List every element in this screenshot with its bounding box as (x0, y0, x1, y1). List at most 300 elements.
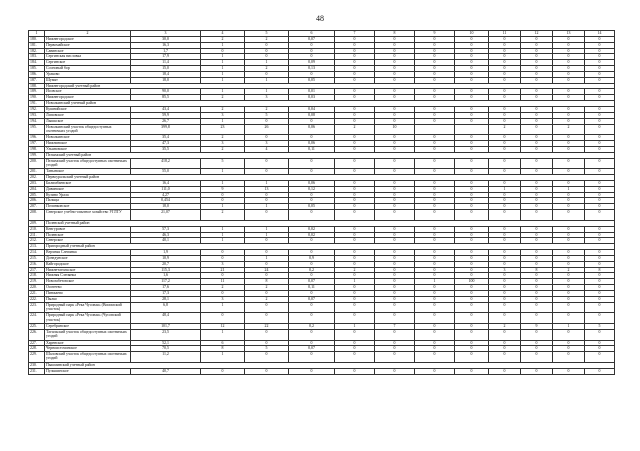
table-cell: 0 (489, 210, 521, 221)
table-cell: 0,04 (289, 106, 335, 112)
table-cell: 0 (553, 118, 585, 124)
table-cell: 0 (335, 60, 375, 66)
row-number: 192. (29, 106, 45, 112)
table-cell: 0 (415, 204, 455, 210)
table-cell: 0 (375, 54, 415, 60)
table-cell: 0 (415, 77, 455, 83)
table-cell: 0 (585, 346, 615, 352)
table-cell: 1 (245, 60, 289, 66)
table-cell: 0 (455, 250, 489, 256)
table-cell: 0 (553, 77, 585, 83)
row-number: 198. (29, 146, 45, 152)
table-cell: 0 (553, 226, 585, 232)
table-cell: 0 (521, 48, 553, 54)
table-row (29, 352, 615, 363)
table-cell: 111,0 (131, 186, 201, 192)
table-cell: 0 (489, 180, 521, 186)
table-cell: 0 (335, 71, 375, 77)
column-header: 10 (455, 31, 489, 37)
table-cell: 0 (455, 340, 489, 346)
table-cell: 1 (335, 279, 375, 285)
district-name: Нижнегородский учетный район (45, 83, 615, 89)
table-cell: 0 (335, 48, 375, 54)
table-cell: 0 (489, 329, 521, 340)
table-cell: 0 (553, 95, 585, 101)
table-cell: 0,03 (289, 95, 335, 101)
table-cell: 0 (455, 352, 489, 363)
table-cell: 1 (245, 180, 289, 186)
table-cell: 0 (455, 66, 489, 72)
row-number: 217. (29, 267, 45, 273)
table-cell: 1 (201, 60, 245, 66)
table-cell: 0 (521, 340, 553, 346)
table-cell: 0,454 (131, 198, 201, 204)
table-cell: 0 (335, 204, 375, 210)
table-row (29, 302, 615, 313)
table-cell: 17,3 (131, 290, 201, 296)
table-cell: 0 (455, 329, 489, 340)
table-cell: 0 (455, 198, 489, 204)
table-cell: 0 (455, 112, 489, 118)
table-cell: 0 (553, 238, 585, 244)
table-cell: 0 (521, 186, 553, 192)
area-name: Липовское (45, 112, 131, 118)
table-cell: 100 (455, 279, 489, 285)
row-number: 184. (29, 60, 45, 66)
area-name: Исовское (45, 89, 131, 95)
table-cell: 1 (201, 71, 245, 77)
table-cell: 11,2 (131, 352, 201, 363)
table-cell: 0 (553, 198, 585, 204)
table-cell: 0 (455, 36, 489, 42)
table-cell: 0 (455, 118, 489, 124)
table-cell: 30,0 (131, 36, 201, 42)
table-cell: 0 (289, 192, 335, 198)
table-cell: 0 (335, 261, 375, 267)
table-cell: 0 (585, 329, 615, 340)
table-cell: 0 (585, 141, 615, 147)
table-cell: 115,3 (131, 267, 201, 273)
table-cell: 0 (585, 368, 615, 374)
table-cell: 2 (335, 267, 375, 273)
area-name: Кайгородское (45, 261, 131, 267)
table-cell: 8 (201, 346, 245, 352)
table-cell: 0 (289, 302, 335, 313)
area-name: Тагильский участок общедоступных охотничьих угодий (45, 329, 131, 340)
table-cell: 21 (201, 267, 245, 273)
table-cell: 399,8 (131, 124, 201, 135)
table-cell: 4 (245, 146, 289, 152)
table-cell: 0 (521, 124, 553, 135)
table-cell: 0,07 (289, 346, 335, 352)
table-cell: 0 (585, 77, 615, 83)
table-cell: 0 (415, 192, 455, 198)
column-header: 12 (521, 31, 553, 37)
row-number: 212. (29, 238, 45, 244)
table-cell: 0 (415, 238, 455, 244)
table-cell: 0 (415, 324, 455, 330)
row-number: 222. (29, 296, 45, 302)
table-cell: 0 (585, 352, 615, 363)
data-table (28, 30, 615, 375)
table-row (29, 368, 615, 374)
row-number: 193. (29, 112, 45, 118)
table-cell: 0 (553, 71, 585, 77)
table-cell: 0 (553, 250, 585, 256)
table-cell: 0 (375, 198, 415, 204)
table-cell: 0 (521, 313, 553, 324)
table-cell: 0 (335, 340, 375, 346)
table-cell: 0 (521, 273, 553, 279)
table-cell: 0 (335, 255, 375, 261)
table-cell: 0 (455, 238, 489, 244)
table-cell: 0 (245, 368, 289, 374)
table-cell: 2 (201, 106, 245, 112)
table-cell: 0 (521, 106, 553, 112)
table-cell: 0 (489, 261, 521, 267)
column-header: 1 (29, 31, 45, 37)
table-cell: 0 (415, 346, 455, 352)
area-name: Новольинский участок общедоступных охотничьих угодий (45, 124, 131, 135)
table-cell: 1 (201, 329, 245, 340)
row-number: 189. (29, 89, 45, 95)
table-cell: 0 (335, 158, 375, 169)
table-cell: 0 (489, 368, 521, 374)
table-cell: 1 (201, 302, 245, 313)
table-cell: 0 (415, 54, 455, 60)
table-cell: 22 (245, 324, 289, 330)
table-cell: 0 (415, 255, 455, 261)
area-name: Кузино Урала (45, 192, 131, 198)
table-cell: 0 (415, 250, 455, 256)
table-cell: 0 (415, 89, 455, 95)
table-cell: 0 (489, 48, 521, 54)
table-cell: 0 (245, 42, 289, 48)
table-cell: 0 (585, 118, 615, 124)
table-cell: 0 (553, 255, 585, 261)
area-name: Лышкское (45, 118, 131, 124)
area-name: Первомайское (45, 42, 131, 48)
table-cell: 0 (375, 112, 415, 118)
area-name: Пальцы (45, 198, 131, 204)
table-cell: 0 (455, 368, 489, 374)
table-cell: 0 (375, 296, 415, 302)
table-cell: 10,9 (131, 255, 201, 261)
table-cell: 0 (245, 250, 289, 256)
table-cell: 0 (585, 186, 615, 192)
table-cell: 0 (335, 329, 375, 340)
table-cell: 0 (201, 48, 245, 54)
table-cell: 0 (585, 54, 615, 60)
area-name: Пинжаево (45, 290, 131, 296)
table-cell: 0 (375, 255, 415, 261)
table-cell: 0 (521, 146, 553, 152)
table-cell: 18,0 (131, 204, 201, 210)
area-name: Новозабетовское (45, 279, 131, 285)
table-cell: 1,6 (131, 273, 201, 279)
row-number: 199. (29, 152, 45, 158)
table-cell: 0 (335, 42, 375, 48)
table-cell: 0 (245, 192, 289, 198)
table-cell: 2 (201, 36, 245, 42)
table-cell: 0 (521, 368, 553, 374)
table-cell: 0 (489, 71, 521, 77)
table-cell: 0 (521, 42, 553, 48)
table-cell: 0 (289, 238, 335, 244)
table-cell: 0 (585, 124, 615, 135)
table-cell: 0 (375, 60, 415, 66)
area-name: Сергинское (45, 60, 131, 66)
table-cell: 101,7 (131, 324, 201, 330)
row-number: 230. (29, 362, 45, 368)
table-cell: 0 (375, 169, 415, 175)
table-cell: 0 (553, 302, 585, 313)
table-cell: 0 (585, 66, 615, 72)
table-cell: 0 (245, 169, 289, 175)
area-name: Шумят (45, 77, 131, 83)
table-cell: 26,7 (131, 118, 201, 124)
column-header: 6 (289, 31, 335, 37)
table-cell: 0 (521, 158, 553, 169)
table-cell: 0 (489, 232, 521, 238)
table-cell: 0,06 (289, 180, 335, 186)
table-cell: 0 (585, 285, 615, 291)
area-name: Кенгуровое (45, 226, 131, 232)
table-cell: 0 (585, 135, 615, 141)
table-cell: 0 (521, 210, 553, 221)
table-cell: 1 (553, 324, 585, 330)
table-cell: 0 (489, 60, 521, 66)
table-cell: 0 (375, 267, 415, 273)
table-cell: 0 (415, 313, 455, 324)
table-cell: 1 (201, 226, 245, 232)
table-cell: 0 (455, 180, 489, 186)
table-cell: 0 (585, 198, 615, 204)
area-name: Харенское (45, 340, 131, 346)
table-cell: 0 (521, 118, 553, 124)
table-cell: 0 (553, 261, 585, 267)
table-cell: 1 (201, 77, 245, 83)
table-cell: 0 (455, 285, 489, 291)
area-name: Северское (45, 238, 131, 244)
table-cell: 0 (415, 71, 455, 77)
table-cell: 0 (489, 250, 521, 256)
table-cell: 0 (521, 141, 553, 147)
row-number: 227. (29, 340, 45, 346)
table-cell: 0 (455, 204, 489, 210)
table-cell: 0 (585, 313, 615, 324)
table-cell: 2 (245, 36, 289, 42)
table-cell: 0 (375, 285, 415, 291)
table-cell: 1 (201, 204, 245, 210)
area-name: Билимбаевское (45, 180, 131, 186)
table-cell: 0,05 (289, 77, 335, 83)
table-cell: 0 (455, 273, 489, 279)
table-cell: 43,4 (131, 106, 201, 112)
table-cell: 0 (489, 135, 521, 141)
table-cell: 0 (455, 192, 489, 198)
table-cell: 0 (335, 146, 375, 152)
table-cell: 0 (375, 36, 415, 42)
table-cell: 2 (553, 267, 585, 273)
table-cell: 0 (521, 302, 553, 313)
table-cell: 0,06 (289, 124, 335, 135)
row-number: 208. (29, 210, 45, 221)
table-cell: 0 (489, 192, 521, 198)
table-cell: 0 (585, 340, 615, 346)
table-cell: 28,1 (131, 296, 201, 302)
table-cell: 0 (245, 238, 289, 244)
table-cell: 0 (415, 290, 455, 296)
row-number: 204. (29, 186, 45, 192)
area-name: Серебрянское (45, 324, 131, 330)
table-cell: 0 (415, 135, 455, 141)
table-cell: 3 (201, 261, 245, 267)
row-number: 191. (29, 101, 45, 107)
table-cell: 2 (553, 124, 585, 135)
district-name: Первоуральский учетный район (45, 175, 615, 181)
table-cell: 0 (553, 169, 585, 175)
table-cell: 0,08 (289, 112, 335, 118)
table-cell: 0 (289, 158, 335, 169)
table-cell: 16,4 (131, 180, 201, 186)
table-cell: 0 (375, 42, 415, 48)
table-cell: 3 (201, 141, 245, 147)
table-cell: 0 (245, 135, 289, 141)
area-name: Оситеево (45, 285, 131, 291)
table-cell: 0,07 (289, 36, 335, 42)
table-cell: 35,5 (131, 146, 201, 152)
table-cell: 418,2 (131, 158, 201, 169)
table-cell: 0 (455, 324, 489, 330)
table-row (29, 124, 615, 135)
table-cell: 17,6 (131, 285, 201, 291)
table-cell: 0 (455, 255, 489, 261)
row-number: 197. (29, 141, 45, 147)
table-cell: 0 (553, 158, 585, 169)
row-number: 194. (29, 118, 45, 124)
table-cell: 59,9 (131, 112, 201, 118)
table-cell: 0 (585, 232, 615, 238)
table-cell: 0 (375, 71, 415, 77)
area-name: Кушнийское (45, 106, 131, 112)
table-cell: 3 (245, 95, 289, 101)
table-cell: 0 (585, 238, 615, 244)
area-name: Починковское (45, 204, 131, 210)
table-cell: 0,07 (289, 279, 335, 285)
table-cell: 0 (521, 352, 553, 363)
table-cell: 0 (455, 186, 489, 192)
row-number: 216. (29, 261, 45, 267)
table-cell: 0 (455, 158, 489, 169)
table-cell: 0 (375, 180, 415, 186)
table-cell: 16,3 (131, 42, 201, 48)
row-number: 229. (29, 352, 45, 363)
table-cell: 2 (245, 296, 289, 302)
area-name: Савинское (45, 48, 131, 54)
table-cell: 0 (521, 290, 553, 296)
table-cell: 1 (201, 352, 245, 363)
area-name: Нижнегородское (45, 95, 131, 101)
table-cell: 0 (415, 198, 455, 204)
table-cell: 0 (415, 267, 455, 273)
table-cell: 0 (585, 250, 615, 256)
table-cell: 1 (415, 279, 455, 285)
table-cell: 1 (489, 186, 521, 192)
table-cell: 0 (455, 106, 489, 112)
area-name: Нижнинское (45, 141, 131, 147)
area-name: Пелымский участок общедоступных охотничьих угодий (45, 158, 131, 169)
table-cell: 0 (455, 226, 489, 232)
row-number: 224. (29, 313, 45, 324)
table-cell: 0 (455, 95, 489, 101)
table-cell: 0 (521, 192, 553, 198)
row-number: 203. (29, 180, 45, 186)
table-cell: 0 (289, 169, 335, 175)
table-cell: 0 (585, 180, 615, 186)
table-cell: 0 (521, 135, 553, 141)
table-cell: 3 (201, 296, 245, 302)
table-cell: 0 (553, 42, 585, 48)
table-cell: 0 (375, 340, 415, 346)
table-cell: 0 (585, 146, 615, 152)
table-cell: 2 (489, 324, 521, 330)
table-cell: 0 (455, 290, 489, 296)
table-cell: 0 (415, 261, 455, 267)
area-name: Нижняя Слепянка (45, 273, 131, 279)
table-cell: 2 (201, 146, 245, 152)
table-cell: 0 (521, 261, 553, 267)
table-cell: 0 (245, 48, 289, 54)
table-cell: 0 (553, 273, 585, 279)
table-cell: 0 (553, 285, 585, 291)
table-cell: 0 (415, 285, 455, 291)
table-cell: 1 (245, 226, 289, 232)
table-cell: 0 (489, 141, 521, 147)
table-cell: 1 (201, 180, 245, 186)
table-cell: 0 (489, 118, 521, 124)
table-cell: 0 (375, 273, 415, 279)
column-header: 8 (375, 31, 415, 37)
table-cell: 0 (489, 285, 521, 291)
table-cell: 9 (521, 324, 553, 330)
table-cell: 0 (375, 346, 415, 352)
table-cell: 0 (289, 273, 335, 279)
table-cell: 0 (245, 329, 289, 340)
table-cell: 0 (455, 302, 489, 313)
area-name: Новольинское (45, 135, 131, 141)
table-cell: 0 (375, 329, 415, 340)
table-cell: 8 (245, 279, 289, 285)
table-cell: 0 (585, 255, 615, 261)
table-cell: 2 (201, 285, 245, 291)
table-cell: 0 (521, 226, 553, 232)
table-cell: 0,2 (289, 267, 335, 273)
table-cell: 0 (489, 290, 521, 296)
table-cell: 0 (521, 204, 553, 210)
table-cell: 0 (335, 54, 375, 60)
table-cell: 0 (375, 48, 415, 54)
table-cell: 0 (245, 71, 289, 77)
table-cell: 0 (585, 89, 615, 95)
row-number: 215. (29, 255, 45, 261)
table-cell: 0 (335, 198, 375, 204)
table-cell: 1,9 (131, 250, 201, 256)
table-cell: 0 (415, 42, 455, 48)
table-cell: 0 (521, 250, 553, 256)
column-header: 4 (201, 31, 245, 37)
table-cell: 1 (553, 186, 585, 192)
